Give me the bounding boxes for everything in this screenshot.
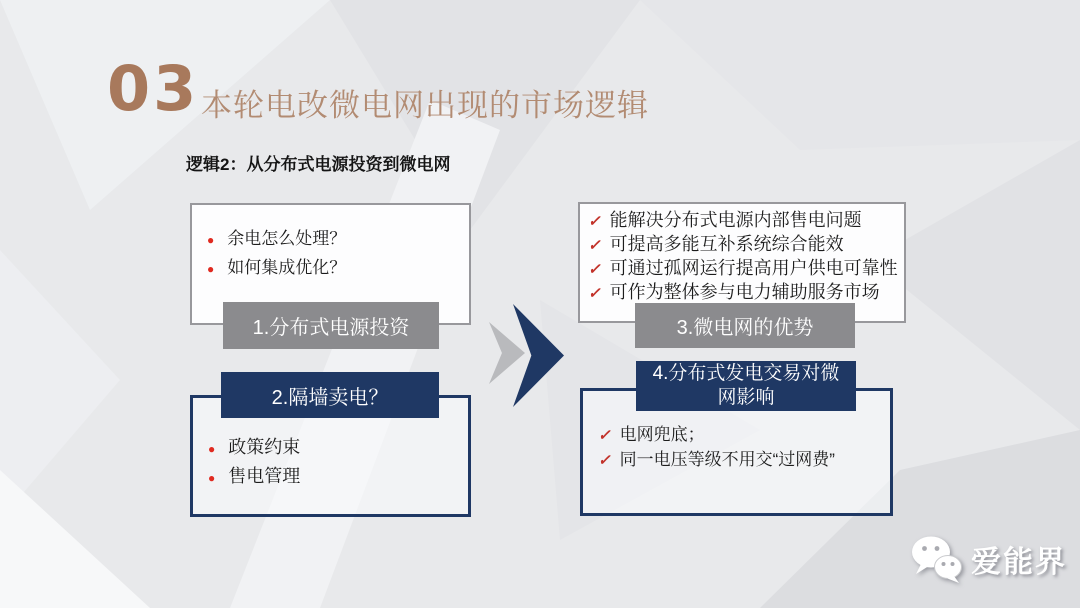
step3-label: 3.微电网的优势 — [676, 317, 814, 339]
list-item — [598, 423, 884, 448]
watermark-label: 爱能界 — [971, 546, 1067, 579]
list-item — [588, 257, 900, 281]
step2-label: 2.隔墙卖电？ — [271, 386, 389, 409]
impact-text: 电网兜底； — [619, 425, 705, 444]
question-text: 余电怎么处理？ — [227, 229, 347, 248]
check-icon: ✓ — [588, 237, 601, 254]
advantages-list — [580, 204, 904, 305]
check-icon: ✓ — [598, 452, 611, 469]
check-icon: ✓ — [588, 213, 601, 230]
list-item — [588, 233, 900, 257]
slide-subtitle: 逻辑2：从分布式电源投资到微电网 — [186, 155, 451, 174]
list-item — [208, 463, 460, 492]
note-text: 售电管理 — [228, 466, 301, 486]
step2-label-box — [221, 372, 439, 418]
page-title: 本轮电改微电网出现的市场逻辑 — [201, 88, 649, 123]
question-text: 如何集成优化？ — [227, 258, 347, 277]
questions-list — [192, 205, 469, 283]
bullet-icon: ● — [207, 233, 215, 247]
advantage-text: 能解决分布式电源内部售电问题 — [609, 210, 862, 230]
bullet-icon: ● — [207, 262, 215, 276]
advantage-text: 可通过孤网运行提高用户供电可靠性 — [609, 258, 898, 278]
impact-text: 同一电压等级不用交“过网费” — [619, 450, 835, 469]
section-number: 03 — [107, 52, 200, 125]
list-item — [207, 225, 461, 254]
list-item — [208, 434, 460, 463]
step1-label-box — [223, 302, 439, 349]
step1-label: 1.分布式电源投资 — [252, 317, 410, 339]
list-item — [598, 448, 884, 473]
check-icon: ✓ — [598, 427, 611, 444]
list-item — [207, 254, 461, 283]
watermark — [910, 535, 1067, 583]
bullet-icon: ● — [208, 442, 216, 456]
list-item — [588, 281, 900, 305]
step4-label-box — [636, 361, 856, 411]
bullet-icon: ● — [208, 471, 216, 485]
step4-label: 4.分布式发电交易对微网影响 — [652, 363, 840, 408]
check-icon: ✓ — [588, 261, 601, 278]
note-text: 政策约束 — [228, 437, 301, 457]
list-item — [588, 209, 900, 233]
advantage-text: 可作为整体参与电力辅助服务市场 — [609, 282, 880, 302]
step3-label-box — [635, 303, 855, 348]
advantage-text: 可提高多能互补系统综合能效 — [609, 234, 844, 254]
wechat-logo-icon — [910, 535, 962, 583]
check-icon: ✓ — [588, 285, 601, 302]
